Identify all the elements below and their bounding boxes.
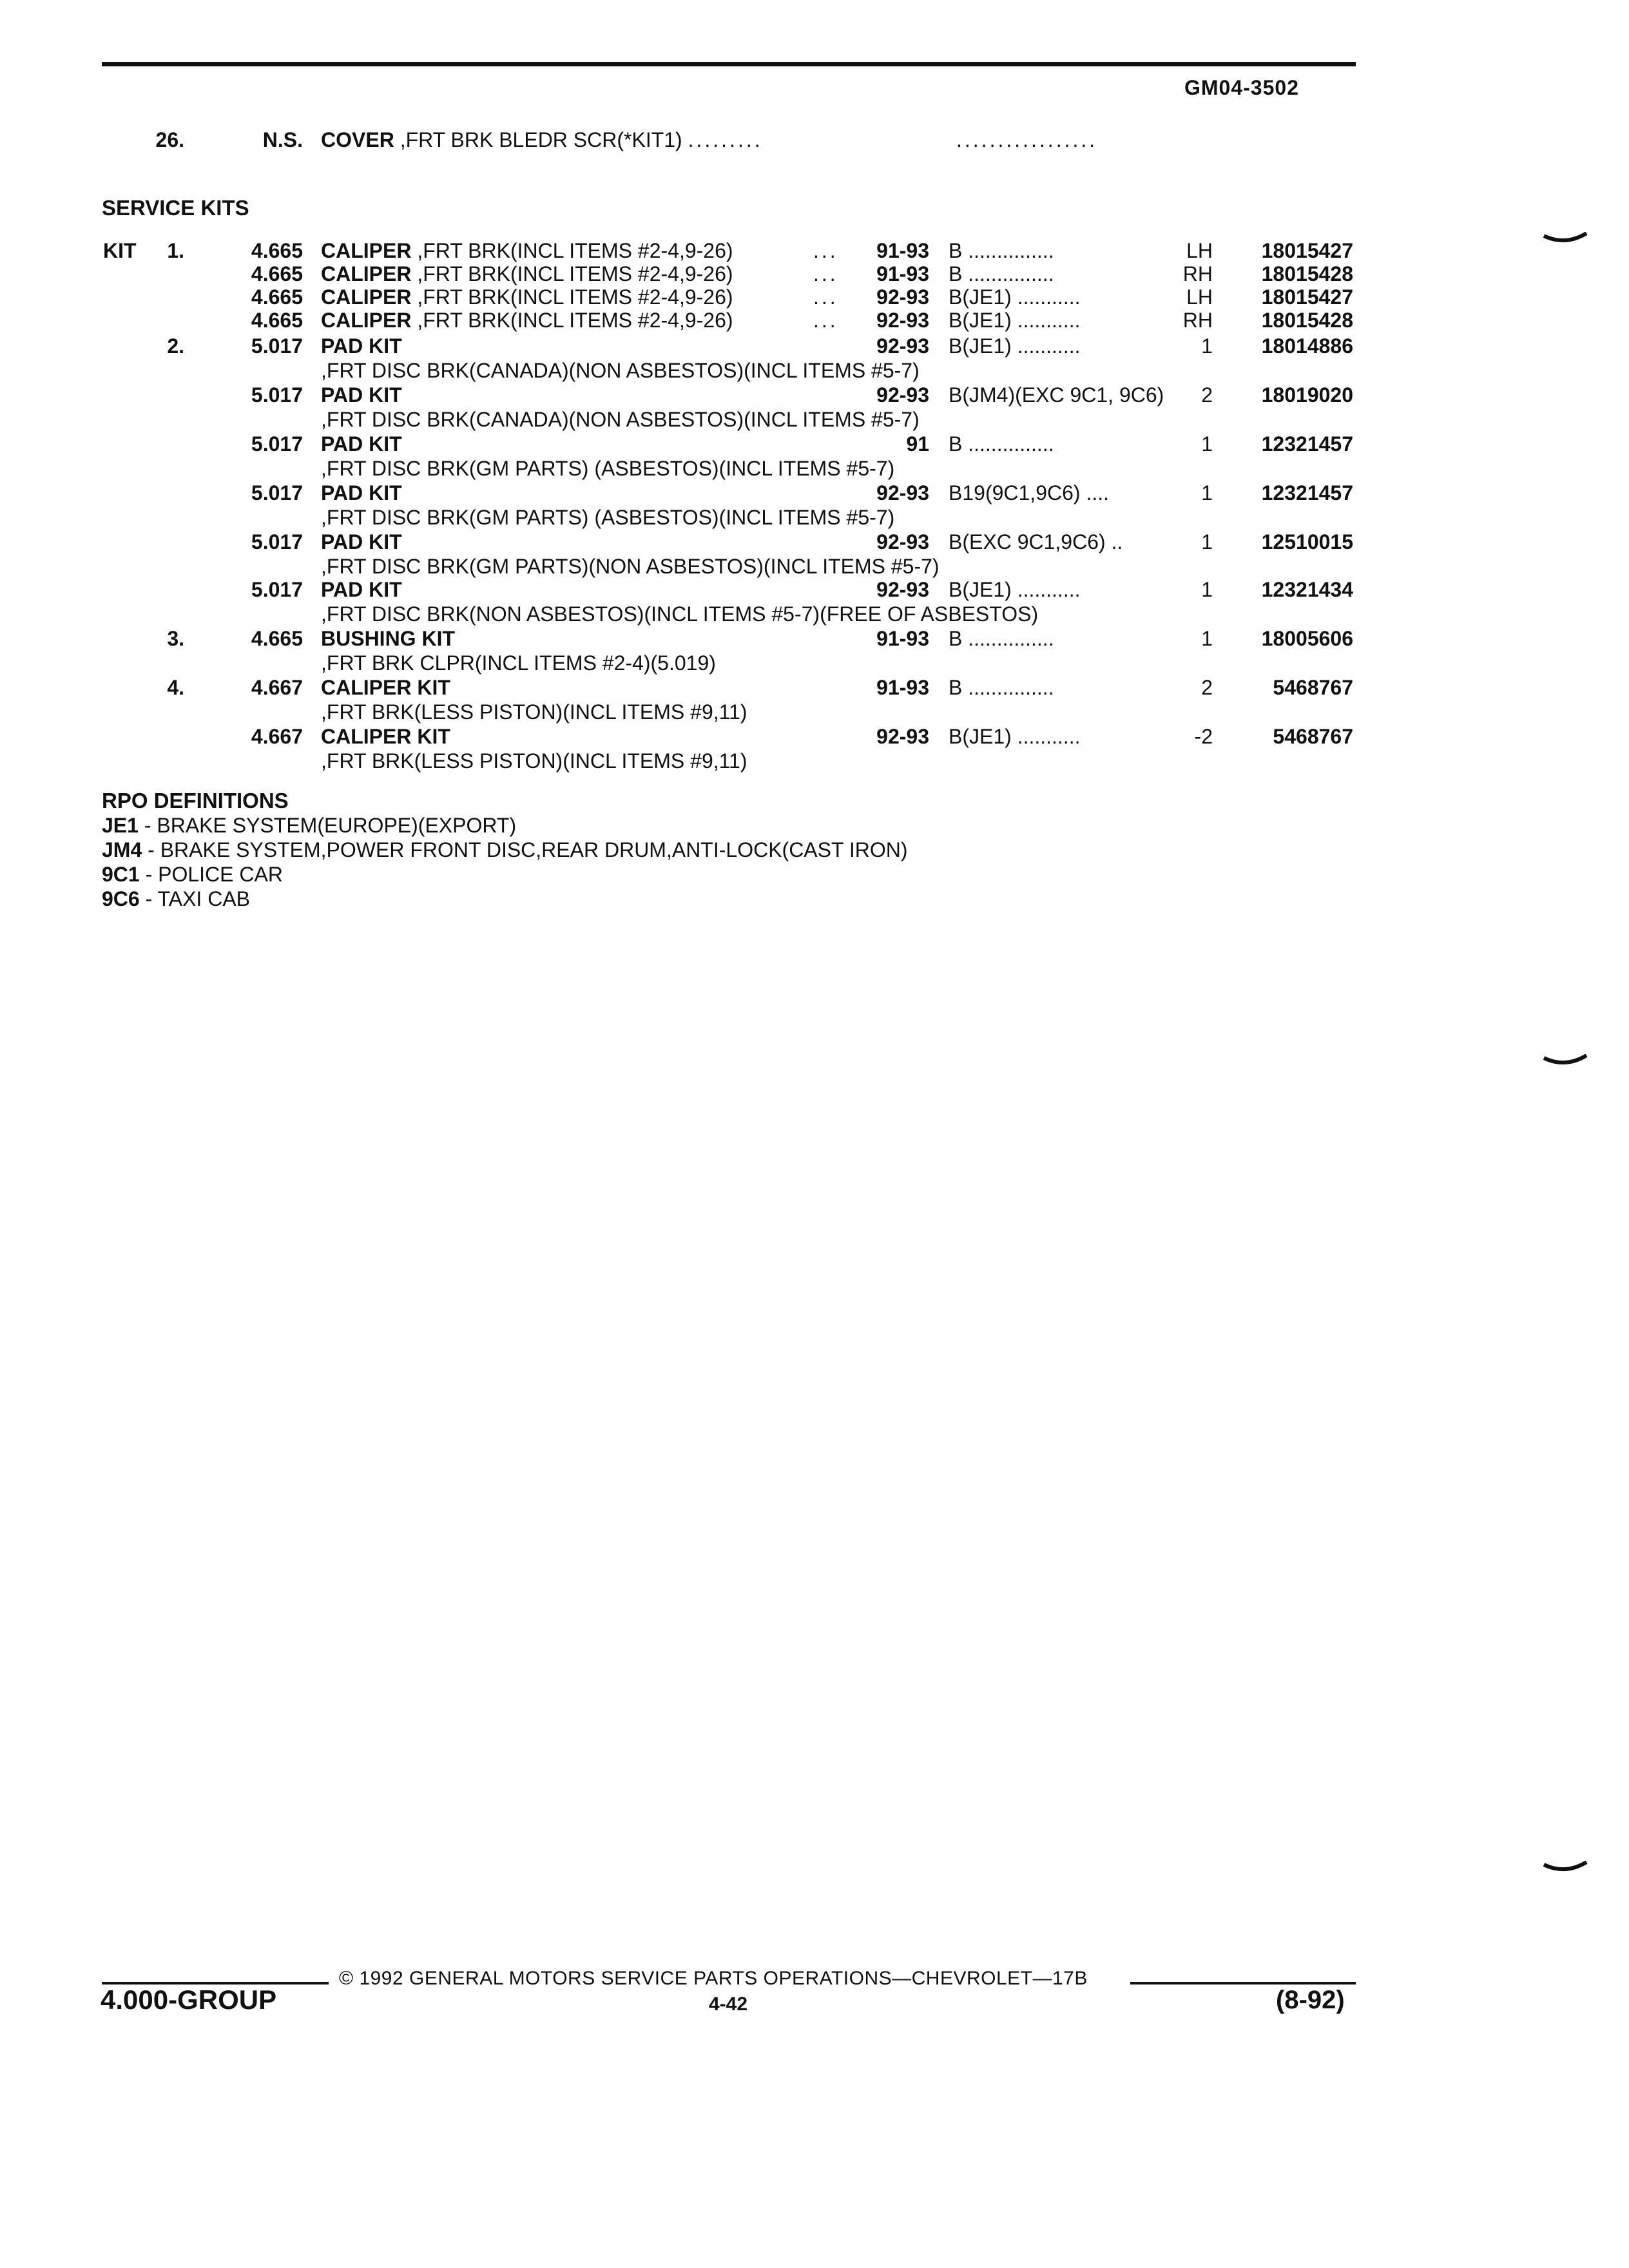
kit-group: 4.665: [251, 285, 303, 309]
kit-group: 5.017: [251, 334, 303, 358]
kit-model: B(EXC 9C1,9C6) ..: [949, 530, 1123, 553]
kit-description: [321, 481, 895, 530]
kit-description: [321, 262, 849, 286]
kit-qty: RH: [1182, 309, 1213, 332]
punch-mark-icon: [1543, 1861, 1588, 1874]
kit-group: 5.017: [251, 530, 303, 553]
kit-description: [321, 308, 849, 332]
kit-ref: 2.: [167, 334, 184, 358]
kit-part-number: 12321434: [1261, 578, 1353, 601]
doc-id: GM04-3502: [1184, 76, 1299, 99]
kit-part-number: 5468767: [1273, 676, 1353, 699]
kit-qty: 1: [1201, 334, 1213, 358]
kit-years: 92-93: [876, 285, 929, 309]
kit-group: 4.665: [251, 239, 303, 262]
kit-name: PAD KIT: [321, 334, 402, 358]
kit-desc-text: ,FRT DISC BRK(GM PARTS) (ASBESTOS)(INCL ITEMS #5-7): [321, 457, 895, 480]
kit-years: 91-93: [876, 239, 929, 262]
kit-name: PAD KIT: [321, 481, 402, 505]
kit-group: 4.667: [251, 676, 303, 699]
kit-part-number: 18005606: [1261, 627, 1353, 650]
kit-qty: 1: [1201, 627, 1213, 650]
kit-years: 91: [906, 432, 929, 456]
kit-qty: -2: [1194, 725, 1213, 748]
kit-name: CALIPER: [321, 262, 412, 285]
kit-description: [321, 238, 849, 263]
kit-ref: 3.: [167, 627, 184, 650]
kit-model: B(JE1) ...........: [949, 725, 1081, 748]
kit-description: [321, 724, 849, 773]
item-model-leader: .................: [956, 128, 1098, 151]
kit-leader: ...: [813, 285, 838, 309]
kit-qty: 1: [1201, 578, 1213, 601]
kit-desc-text: ,FRT BRK(LESS PISTON)(INCL ITEMS #9,11): [321, 700, 747, 724]
kit-model: B ...............: [949, 627, 1054, 650]
kit-qty: 1: [1201, 481, 1213, 505]
kit-years: 92-93: [876, 530, 929, 553]
kit-model: B ...............: [949, 432, 1054, 456]
kit-model: B19(9C1,9C6) ....: [949, 481, 1109, 505]
kit-label: KIT: [103, 239, 137, 262]
kit-group: 4.665: [251, 262, 303, 285]
item-desc-text: ,FRT BRK BLEDR SCR(*KIT1): [394, 128, 682, 151]
kit-years: 92-93: [876, 334, 929, 358]
rpo-item: JE1 - BRAKE SYSTEM(EUROPE)(EXPORT): [102, 814, 517, 837]
footer-page-number: 4-42: [709, 1994, 748, 2015]
kit-description: [321, 432, 895, 481]
service-kits-heading: SERVICE KITS: [102, 196, 249, 220]
kit-years: 92-93: [876, 383, 929, 407]
kit-years: 92-93: [876, 578, 929, 601]
top-rule: [102, 62, 1356, 66]
kit-description: [321, 285, 849, 309]
kit-years: 92-93: [876, 309, 929, 332]
punch-mark-icon: [1543, 232, 1588, 245]
kit-name: CALIPER KIT: [321, 725, 450, 748]
kit-name: PAD KIT: [321, 530, 402, 553]
kit-years: 92-93: [876, 481, 929, 505]
kit-years: 91-93: [876, 627, 929, 650]
kit-part-number: 12510015: [1261, 530, 1353, 553]
kit-model: B(JE1) ...........: [949, 309, 1081, 332]
kit-model: B(JE1) ...........: [949, 285, 1081, 309]
footer-group: 4.000-GROUP: [101, 1984, 277, 2015]
kit-desc-text: ,FRT DISC BRK(CANADA)(NON ASBESTOS)(INCL ITEMS #5-7): [321, 359, 920, 382]
kit-name: CALIPER: [321, 285, 412, 309]
kit-qty: LH: [1186, 285, 1213, 309]
kit-group: 5.017: [251, 432, 303, 456]
punch-mark-icon: [1543, 1054, 1588, 1067]
kit-part-number: 18019020: [1261, 383, 1353, 407]
kit-leader: ...: [813, 262, 838, 285]
rpo-item: 9C1 - POLICE CAR: [102, 863, 283, 886]
rpo-item: 9C6 - TAXI CAB: [102, 887, 250, 910]
kit-group: 4.665: [251, 627, 303, 650]
kit-part-number: 18015428: [1261, 262, 1353, 285]
kit-description: [321, 626, 849, 675]
kit-name: PAD KIT: [321, 383, 402, 407]
item-ref: 26.: [155, 128, 184, 151]
kit-part-number: 12321457: [1261, 432, 1353, 456]
kit-model: B ...............: [949, 676, 1054, 699]
kit-model: B(JM4)(EXC 9C1, 9C6): [949, 383, 1164, 407]
kit-leader: ...: [813, 239, 838, 262]
kit-desc-text: ,FRT DISC BRK(CANADA)(NON ASBESTOS)(INCL ITEMS #5-7): [321, 408, 920, 431]
kit-name: BUSHING KIT: [321, 627, 455, 650]
kit-leader: ...: [813, 309, 838, 332]
kit-part-number: 18015428: [1261, 309, 1353, 332]
rpo-heading: RPO DEFINITIONS: [102, 789, 289, 812]
kit-name: CALIPER: [321, 309, 412, 332]
item-description: [321, 128, 849, 152]
kit-part-number: 18015427: [1261, 239, 1353, 262]
kit-desc-text: ,FRT BRK(LESS PISTON)(INCL ITEMS #9,11): [321, 749, 747, 773]
kit-name: CALIPER KIT: [321, 676, 450, 699]
kit-qty: 1: [1201, 530, 1213, 553]
kit-qty: LH: [1186, 239, 1213, 262]
kit-group: 5.017: [251, 481, 303, 505]
kit-qty: 2: [1201, 383, 1213, 407]
item-leader: .........: [688, 128, 763, 151]
kit-desc-text: ,FRT DISC BRK(GM PARTS)(NON ASBESTOS)(INCL ITEMS #5-7): [321, 555, 940, 578]
kit-desc-text: ,FRT DISC BRK(NON ASBESTOS)(INCL ITEMS #5-7)(FREE OF ASBESTOS): [321, 602, 1039, 626]
kit-part-number: 5468767: [1273, 725, 1353, 748]
kit-model: B ...............: [949, 239, 1054, 262]
footer-date: (8-92): [1276, 1986, 1345, 2014]
kit-desc-text: ,FRT BRK(INCL ITEMS #2-4,9-26): [411, 309, 733, 332]
kit-name: CALIPER: [321, 239, 412, 262]
kit-name: PAD KIT: [321, 432, 402, 456]
footer-copyright: © 1992 GENERAL MOTORS SERVICE PARTS OPERATIONS—CHEVROLET—17B: [339, 1968, 1088, 1989]
kit-desc-text: ,FRT DISC BRK(GM PARTS) (ASBESTOS)(INCL ITEMS #5-7): [321, 506, 895, 529]
kit-desc-text: ,FRT BRK(INCL ITEMS #2-4,9-26): [411, 262, 733, 285]
rpo-item: JM4 - BRAKE SYSTEM,POWER FRONT DISC,REAR DRUM,ANTI-LOCK(CAST IRON): [102, 838, 908, 861]
kit-group: 5.017: [251, 383, 303, 407]
kit-model: B ...............: [949, 262, 1054, 285]
kit-part-number: 18015427: [1261, 285, 1353, 309]
kit-qty: 1: [1201, 432, 1213, 456]
kit-years: 91-93: [876, 262, 929, 285]
kit-qty: 2: [1201, 676, 1213, 699]
kit-ref: 4.: [167, 676, 184, 699]
kit-years: 92-93: [876, 725, 929, 748]
item-name: COVER: [321, 128, 394, 151]
kit-model: B(JE1) ...........: [949, 578, 1081, 601]
kit-group: 4.667: [251, 725, 303, 748]
kit-group: 4.665: [251, 309, 303, 332]
kit-model: B(JE1) ...........: [949, 334, 1081, 358]
kit-desc-text: ,FRT BRK(INCL ITEMS #2-4,9-26): [411, 239, 733, 262]
kit-years: 91-93: [876, 676, 929, 699]
kit-description: [321, 675, 849, 724]
kit-name: PAD KIT: [321, 578, 402, 601]
kit-desc-text: ,FRT BRK CLPR(INCL ITEMS #2-4)(5.019): [321, 651, 716, 675]
item-group: N.S.: [262, 128, 303, 151]
footer-rule-right: [1130, 1982, 1356, 1984]
kit-ref: 1.: [167, 239, 184, 262]
kit-part-number: 18014886: [1261, 334, 1353, 358]
kit-part-number: 12321457: [1261, 481, 1353, 505]
kit-group: 5.017: [251, 578, 303, 601]
kit-qty: RH: [1182, 262, 1213, 285]
kit-desc-text: ,FRT BRK(INCL ITEMS #2-4,9-26): [411, 285, 733, 309]
